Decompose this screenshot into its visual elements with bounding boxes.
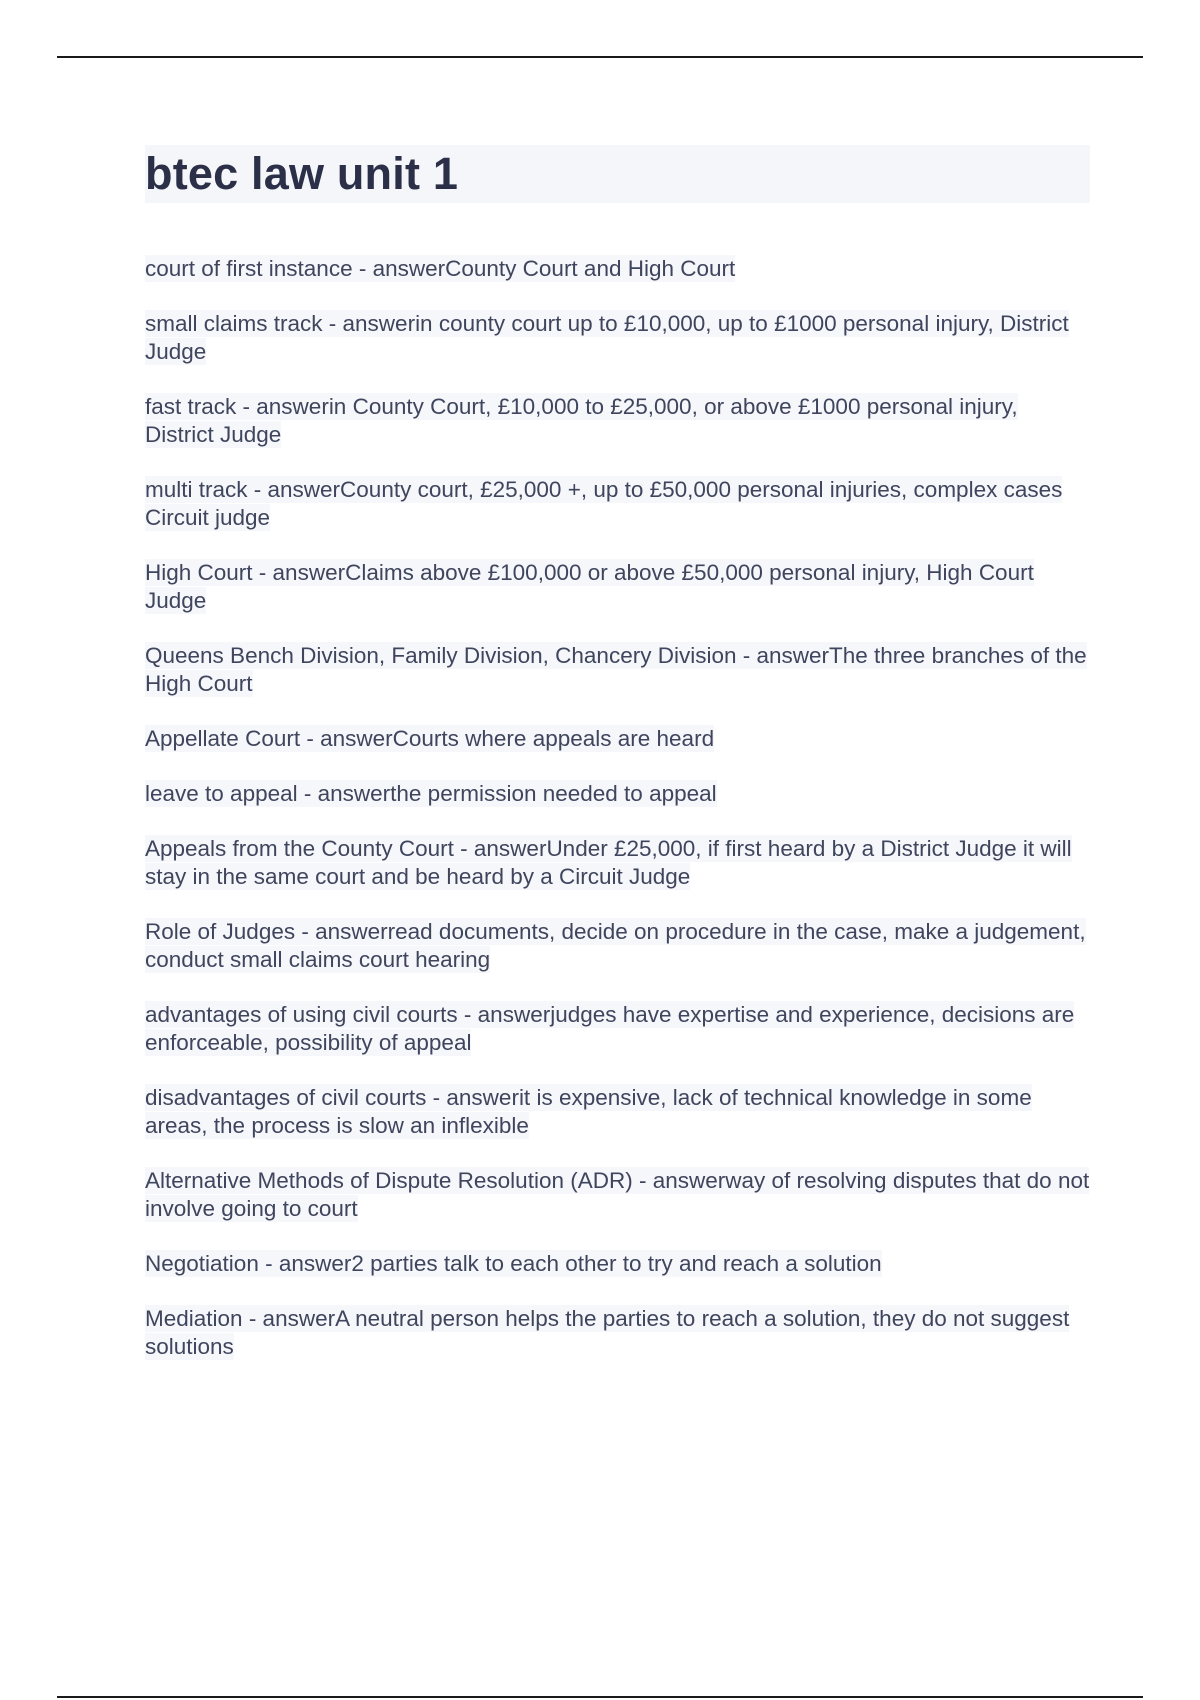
- flashcard-item: [145, 1305, 1090, 1361]
- flashcard-term: Negotiation: [145, 1251, 259, 1276]
- flashcard-term: court of first instance: [145, 256, 353, 281]
- flashcard-answer: read documents, decide on procedure in the case, make a judgement, conduct small claims court hearing: [145, 919, 1086, 972]
- flashcard-text: [145, 1167, 1089, 1222]
- flashcard-text: [145, 918, 1086, 973]
- flashcard-text: [145, 835, 1072, 890]
- answer-separator: - answer: [736, 643, 830, 668]
- flashcard-answer: way of resolving disputes that do not involve going to court: [145, 1168, 1090, 1221]
- flashcard-text: [145, 255, 735, 282]
- flashcard-list: [145, 255, 1090, 1388]
- flashcard-term: small claims track: [145, 311, 323, 336]
- answer-separator: - answer: [258, 1251, 352, 1276]
- flashcard-item: [145, 1084, 1090, 1140]
- flashcard-item: [145, 725, 1090, 753]
- flashcard-answer: the permission needed to appeal: [390, 781, 717, 806]
- flashcard-term: multi track: [145, 477, 248, 502]
- answer-separator: - answer: [457, 1002, 551, 1027]
- flashcard-answer: Claims above £100,000 or above £50,000 personal injury, High Court Judge: [145, 560, 1034, 613]
- flashcard-term: disadvantages of civil courts: [145, 1085, 427, 1110]
- flashcard-answer: 2 parties talk to each other to try and reach a solution: [351, 1251, 882, 1276]
- flashcard-item: [145, 780, 1090, 808]
- flashcard-term: Role of Judges: [145, 919, 296, 944]
- answer-separator: - answer: [426, 1085, 519, 1110]
- flashcard-text: [145, 393, 1018, 448]
- flashcard-text: [145, 1305, 1069, 1360]
- flashcard-item: [145, 1167, 1090, 1223]
- answer-separator: - answer: [252, 560, 346, 585]
- flashcard-item: [145, 393, 1090, 449]
- flashcard-text: [145, 642, 1087, 697]
- answer-separator: - answer: [632, 1168, 726, 1193]
- answer-separator: - answer: [236, 394, 329, 419]
- flashcard-item: [145, 559, 1090, 615]
- title-block: [145, 145, 1090, 203]
- flashcard-term: leave to appeal: [145, 781, 298, 806]
- flashcard-answer: Under £25,000, if first heard by a District Judge it will stay in the same court and be heard by a Circuit Judge: [145, 836, 1072, 889]
- flashcard-text: [145, 780, 717, 807]
- flashcard-term: advantages of using civil courts: [145, 1002, 458, 1027]
- flashcard-text: [145, 559, 1034, 614]
- page-title: btec law unit 1: [145, 148, 459, 199]
- answer-separator: - answer: [247, 477, 341, 502]
- flashcard-text: [145, 310, 1069, 365]
- flashcard-text: [145, 1250, 882, 1277]
- flashcard-answer: County court, £25,000 +, up to £50,000 personal injuries, complex cases Circuit judge: [145, 477, 1063, 530]
- answer-separator: - answer: [295, 919, 388, 944]
- flashcard-term: High Court: [145, 560, 253, 585]
- flashcard-item: [145, 1001, 1090, 1057]
- flashcard-item: [145, 476, 1090, 532]
- flashcard-term: Alternative Methods of Dispute Resolution (ADR): [145, 1168, 633, 1193]
- flashcard-term: fast track: [145, 394, 237, 419]
- answer-separator: - answer: [297, 781, 391, 806]
- flashcard-text: [145, 476, 1062, 531]
- flashcard-item: [145, 642, 1090, 698]
- flashcard-item: [145, 835, 1090, 891]
- flashcard-answer: it is expensive, lack of technical knowledge in some areas, the process is slow an inflexible: [145, 1085, 1032, 1138]
- flashcard-answer: in County Court, £10,000 to £25,000, or above £1000 personal injury, District Judge: [145, 394, 1018, 447]
- flashcard-term: Queens Bench Division, Family Division, Chancery Division: [145, 643, 737, 668]
- flashcard-text: [145, 725, 714, 752]
- flashcard-answer: The three branches of the High Court: [145, 643, 1087, 696]
- flashcard-text: [145, 1001, 1074, 1056]
- answer-separator: - answer: [322, 311, 416, 336]
- top-rule: [57, 56, 1143, 58]
- flashcard-answer: Courts where appeals are heard: [392, 726, 715, 751]
- flashcard-answer: in county court up to £10,000, up to £1000 personal injury, District Judge: [145, 311, 1069, 364]
- flashcard-item: [145, 918, 1090, 974]
- answer-separator: - answer: [300, 726, 393, 751]
- flashcard-item: [145, 1250, 1090, 1278]
- flashcard-term: Appeals from the County Court: [145, 836, 454, 861]
- flashcard-answer: A neutral person helps the parties to reach a solution, they do not suggest solutions: [145, 1306, 1070, 1359]
- flashcard-term: Mediation: [145, 1306, 243, 1331]
- answer-separator: - answer: [242, 1306, 336, 1331]
- flashcard-term: Appellate Court: [145, 726, 301, 751]
- bottom-rule: [57, 1696, 1143, 1698]
- flashcard-answer: County Court and High Court: [445, 256, 736, 281]
- flashcard-item: [145, 310, 1090, 366]
- answer-separator: - answer: [453, 836, 547, 861]
- flashcard-item: [145, 255, 1090, 283]
- answer-separator: - answer: [352, 256, 446, 281]
- flashcard-text: [145, 1084, 1032, 1139]
- flashcard-answer: judges have expertise and experience, decisions are enforceable, possibility of appeal: [145, 1002, 1075, 1055]
